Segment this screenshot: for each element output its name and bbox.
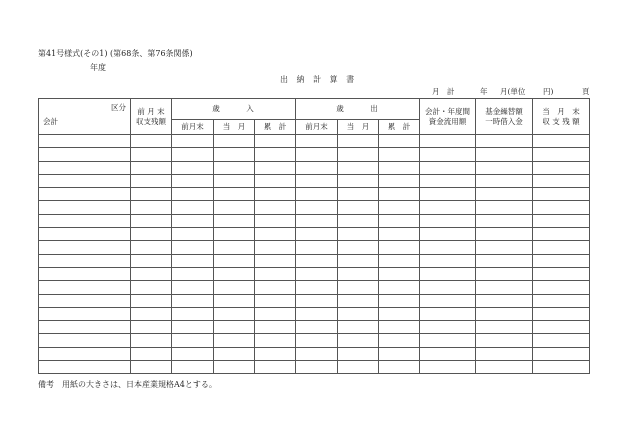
table-cell[interactable] bbox=[131, 347, 172, 360]
table-cell[interactable] bbox=[533, 321, 590, 334]
table-cell[interactable] bbox=[533, 161, 590, 174]
table-row bbox=[39, 281, 590, 294]
table-row bbox=[39, 321, 590, 334]
table-cell[interactable] bbox=[476, 241, 533, 254]
table-cell[interactable] bbox=[39, 214, 131, 227]
table-cell[interactable] bbox=[420, 281, 476, 294]
table-cell[interactable] bbox=[476, 148, 533, 161]
table-cell[interactable] bbox=[214, 281, 255, 294]
table-cell[interactable] bbox=[533, 267, 590, 280]
table-cell[interactable] bbox=[172, 135, 214, 148]
table-cell[interactable] bbox=[131, 135, 172, 148]
table-cell[interactable] bbox=[338, 188, 379, 201]
table-cell[interactable] bbox=[131, 267, 172, 280]
table-cell[interactable] bbox=[338, 334, 379, 347]
table-cell[interactable] bbox=[214, 267, 255, 280]
table-cell[interactable] bbox=[379, 254, 420, 267]
table-cell[interactable] bbox=[131, 214, 172, 227]
table-cell[interactable] bbox=[379, 347, 420, 360]
table-cell[interactable] bbox=[379, 321, 420, 334]
table-cell[interactable] bbox=[214, 174, 255, 187]
table-cell[interactable] bbox=[131, 321, 172, 334]
table-cell[interactable] bbox=[296, 161, 338, 174]
table-row bbox=[39, 214, 590, 227]
table-cell[interactable] bbox=[379, 148, 420, 161]
table-cell[interactable] bbox=[296, 214, 338, 227]
table-cell[interactable] bbox=[338, 174, 379, 187]
table-cell[interactable] bbox=[131, 228, 172, 241]
table-cell[interactable] bbox=[39, 307, 131, 320]
table-cell[interactable] bbox=[420, 321, 476, 334]
table-cell[interactable] bbox=[39, 294, 131, 307]
table-cell[interactable] bbox=[296, 321, 338, 334]
table-cell[interactable] bbox=[296, 254, 338, 267]
table-row bbox=[39, 307, 590, 320]
table-cell[interactable] bbox=[420, 174, 476, 187]
table-cell[interactable] bbox=[420, 148, 476, 161]
table-row bbox=[39, 294, 590, 307]
table-cell[interactable] bbox=[476, 161, 533, 174]
table-cell[interactable] bbox=[214, 294, 255, 307]
table-cell[interactable] bbox=[338, 347, 379, 360]
table-cell[interactable] bbox=[533, 361, 590, 374]
table-cell[interactable] bbox=[476, 174, 533, 187]
table-cell[interactable] bbox=[214, 334, 255, 347]
table-cell[interactable] bbox=[379, 361, 420, 374]
table-cell[interactable] bbox=[533, 254, 590, 267]
unit-label: 月(単位 bbox=[500, 87, 526, 96]
table-cell[interactable] bbox=[379, 174, 420, 187]
table-cell[interactable] bbox=[172, 148, 214, 161]
table-cell[interactable] bbox=[255, 161, 296, 174]
table-cell[interactable] bbox=[379, 214, 420, 227]
table-cell[interactable] bbox=[296, 294, 338, 307]
fund-use-header: 会計・年度間 資金流用額 bbox=[420, 99, 476, 135]
table-row bbox=[39, 201, 590, 214]
table-cell[interactable] bbox=[338, 321, 379, 334]
table-cell[interactable] bbox=[131, 254, 172, 267]
table-cell[interactable] bbox=[533, 201, 590, 214]
table-cell[interactable] bbox=[379, 294, 420, 307]
table-cell[interactable] bbox=[533, 214, 590, 227]
expense-current-header: 当 月 bbox=[338, 120, 379, 135]
table-row bbox=[39, 161, 590, 174]
table-cell[interactable] bbox=[379, 281, 420, 294]
table-cell[interactable] bbox=[39, 267, 131, 280]
table-cell[interactable] bbox=[338, 135, 379, 148]
table-cell[interactable] bbox=[379, 241, 420, 254]
table-cell[interactable] bbox=[172, 254, 214, 267]
table-cell[interactable] bbox=[255, 307, 296, 320]
table-cell[interactable] bbox=[296, 281, 338, 294]
table-cell[interactable] bbox=[379, 228, 420, 241]
table-cell[interactable] bbox=[379, 307, 420, 320]
table-cell[interactable] bbox=[131, 201, 172, 214]
table-row bbox=[39, 267, 590, 280]
table-cell[interactable] bbox=[255, 321, 296, 334]
table-cell[interactable] bbox=[131, 307, 172, 320]
table-row bbox=[39, 347, 590, 360]
table-cell[interactable] bbox=[420, 267, 476, 280]
table-cell[interactable] bbox=[255, 188, 296, 201]
table-cell[interactable] bbox=[476, 267, 533, 280]
table-cell[interactable] bbox=[420, 347, 476, 360]
table-cell[interactable] bbox=[214, 347, 255, 360]
table-cell[interactable] bbox=[533, 334, 590, 347]
table-cell[interactable] bbox=[131, 148, 172, 161]
table-cell[interactable] bbox=[338, 228, 379, 241]
table-cell[interactable] bbox=[131, 361, 172, 374]
row-header-top: 区分 bbox=[111, 103, 126, 112]
table-cell[interactable] bbox=[476, 201, 533, 214]
prev-balance-header: 前 月 末 収支残額 bbox=[131, 99, 172, 135]
table-cell[interactable] bbox=[131, 281, 172, 294]
table-cell[interactable] bbox=[39, 254, 131, 267]
table-cell[interactable] bbox=[172, 361, 214, 374]
table-cell[interactable] bbox=[533, 174, 590, 187]
table-cell[interactable] bbox=[131, 241, 172, 254]
table-cell[interactable] bbox=[214, 307, 255, 320]
table-cell[interactable] bbox=[533, 294, 590, 307]
table-cell[interactable] bbox=[39, 281, 131, 294]
yen-label: 円) bbox=[543, 87, 554, 96]
table-cell[interactable] bbox=[214, 361, 255, 374]
table-cell[interactable] bbox=[476, 321, 533, 334]
table-cell[interactable] bbox=[420, 254, 476, 267]
table-cell[interactable] bbox=[296, 148, 338, 161]
table-cell[interactable] bbox=[420, 294, 476, 307]
expense-header: 歳 出 bbox=[296, 99, 420, 120]
table-cell[interactable] bbox=[172, 241, 214, 254]
table-row bbox=[39, 188, 590, 201]
table-cell[interactable] bbox=[296, 361, 338, 374]
table-cell[interactable] bbox=[338, 307, 379, 320]
table-cell[interactable] bbox=[476, 188, 533, 201]
table-cell[interactable] bbox=[533, 281, 590, 294]
table-row bbox=[39, 334, 590, 347]
table-cell[interactable] bbox=[255, 228, 296, 241]
table-cell[interactable] bbox=[476, 214, 533, 227]
table-cell[interactable] bbox=[131, 334, 172, 347]
table-cell[interactable] bbox=[338, 254, 379, 267]
table-cell[interactable] bbox=[476, 281, 533, 294]
table-cell[interactable] bbox=[338, 267, 379, 280]
table-cell[interactable] bbox=[379, 135, 420, 148]
table-cell[interactable] bbox=[338, 161, 379, 174]
table-cell[interactable] bbox=[214, 135, 255, 148]
table-cell[interactable] bbox=[476, 254, 533, 267]
table-cell[interactable] bbox=[420, 135, 476, 148]
table-cell[interactable] bbox=[420, 188, 476, 201]
table-cell[interactable] bbox=[39, 135, 131, 148]
table-cell[interactable] bbox=[420, 228, 476, 241]
table-cell[interactable] bbox=[255, 347, 296, 360]
table-cell[interactable] bbox=[533, 241, 590, 254]
table-row bbox=[39, 241, 590, 254]
table-cell[interactable] bbox=[533, 135, 590, 148]
table-cell[interactable] bbox=[255, 174, 296, 187]
table-cell[interactable] bbox=[296, 135, 338, 148]
row-header-bottom: 会計 bbox=[43, 117, 58, 126]
table-cell[interactable] bbox=[39, 174, 131, 187]
table-cell[interactable] bbox=[255, 148, 296, 161]
ledger-body bbox=[39, 135, 590, 374]
document-title: 出 納 計 算 書 bbox=[280, 75, 358, 84]
table-cell[interactable] bbox=[420, 361, 476, 374]
table-cell[interactable] bbox=[255, 214, 296, 227]
table-cell[interactable] bbox=[338, 148, 379, 161]
table-cell[interactable] bbox=[39, 188, 131, 201]
table-cell[interactable] bbox=[214, 228, 255, 241]
expense-total-header: 累 計 bbox=[379, 120, 420, 135]
table-row bbox=[39, 174, 590, 187]
table-row bbox=[39, 228, 590, 241]
income-prev-header: 前月末 bbox=[172, 120, 214, 135]
table-cell[interactable] bbox=[39, 201, 131, 214]
table-cell[interactable] bbox=[214, 321, 255, 334]
month-balance-header: 当 月 末 収 支 残 額 bbox=[533, 99, 590, 135]
month-calc-label: 月 計 bbox=[432, 87, 455, 96]
table-cell[interactable] bbox=[533, 148, 590, 161]
table-cell[interactable] bbox=[296, 174, 338, 187]
table-cell[interactable] bbox=[39, 361, 131, 374]
table-cell[interactable] bbox=[172, 188, 214, 201]
expense-prev-header: 前月末 bbox=[296, 120, 338, 135]
table-cell[interactable] bbox=[420, 334, 476, 347]
table-cell[interactable] bbox=[172, 307, 214, 320]
table-cell[interactable] bbox=[172, 174, 214, 187]
table-cell[interactable] bbox=[338, 201, 379, 214]
table-cell[interactable] bbox=[296, 228, 338, 241]
table-cell[interactable] bbox=[296, 241, 338, 254]
fiscal-year-label: 年度 bbox=[90, 63, 106, 72]
table-row bbox=[39, 148, 590, 161]
table-cell[interactable] bbox=[172, 267, 214, 280]
table-cell[interactable] bbox=[476, 228, 533, 241]
table-cell[interactable] bbox=[214, 241, 255, 254]
table-cell[interactable] bbox=[476, 135, 533, 148]
ledger-table bbox=[38, 98, 590, 374]
table-cell[interactable] bbox=[296, 267, 338, 280]
table-cell[interactable] bbox=[379, 267, 420, 280]
income-total-header: 累 計 bbox=[255, 120, 296, 135]
year-label: 年 bbox=[480, 87, 488, 96]
table-cell[interactable] bbox=[255, 267, 296, 280]
row-header-cell bbox=[39, 99, 131, 135]
footer-note: 備考 用紙の大きさは、日本産業規格A4とする。 bbox=[38, 380, 217, 389]
table-row bbox=[39, 361, 590, 374]
table-cell[interactable] bbox=[172, 294, 214, 307]
fund-transfer-header: 基金繰替額 一時借入金 bbox=[476, 99, 533, 135]
table-cell[interactable] bbox=[39, 228, 131, 241]
table-cell[interactable] bbox=[338, 281, 379, 294]
table-cell[interactable] bbox=[379, 188, 420, 201]
table-cell[interactable] bbox=[296, 307, 338, 320]
table-cell[interactable] bbox=[214, 148, 255, 161]
income-header: 歳 入 bbox=[172, 99, 296, 120]
table-cell[interactable] bbox=[255, 241, 296, 254]
table-cell[interactable] bbox=[338, 361, 379, 374]
table-cell[interactable] bbox=[172, 347, 214, 360]
table-cell[interactable] bbox=[476, 307, 533, 320]
table-cell[interactable] bbox=[214, 161, 255, 174]
table-cell[interactable] bbox=[172, 161, 214, 174]
table-cell[interactable] bbox=[420, 201, 476, 214]
table-cell[interactable] bbox=[131, 294, 172, 307]
table-cell[interactable] bbox=[420, 161, 476, 174]
table-cell[interactable] bbox=[39, 241, 131, 254]
income-current-header: 当 月 bbox=[214, 120, 255, 135]
table-cell[interactable] bbox=[131, 188, 172, 201]
table-row bbox=[39, 135, 590, 148]
table-cell[interactable] bbox=[255, 361, 296, 374]
table-cell[interactable] bbox=[420, 214, 476, 227]
table-cell[interactable] bbox=[476, 294, 533, 307]
table-cell[interactable] bbox=[172, 201, 214, 214]
table-cell[interactable] bbox=[379, 161, 420, 174]
table-cell[interactable] bbox=[214, 214, 255, 227]
table-cell[interactable] bbox=[39, 347, 131, 360]
table-cell[interactable] bbox=[533, 188, 590, 201]
table-cell[interactable] bbox=[172, 321, 214, 334]
table-cell[interactable] bbox=[296, 334, 338, 347]
table-cell[interactable] bbox=[533, 228, 590, 241]
table-cell[interactable] bbox=[131, 161, 172, 174]
table-cell[interactable] bbox=[476, 347, 533, 360]
table-cell[interactable] bbox=[533, 347, 590, 360]
table-cell[interactable] bbox=[420, 307, 476, 320]
table-cell[interactable] bbox=[255, 135, 296, 148]
table-cell[interactable] bbox=[255, 254, 296, 267]
table-cell[interactable] bbox=[296, 347, 338, 360]
table-cell[interactable] bbox=[255, 294, 296, 307]
table-cell[interactable] bbox=[172, 228, 214, 241]
table-cell[interactable] bbox=[39, 148, 131, 161]
table-cell[interactable] bbox=[255, 334, 296, 347]
table-cell[interactable] bbox=[214, 201, 255, 214]
table-cell[interactable] bbox=[338, 294, 379, 307]
table-cell[interactable] bbox=[214, 254, 255, 267]
table-cell[interactable] bbox=[39, 321, 131, 334]
page-label: 頁 bbox=[582, 87, 590, 96]
table-cell[interactable] bbox=[379, 201, 420, 214]
table-cell[interactable] bbox=[172, 214, 214, 227]
table-cell[interactable] bbox=[131, 174, 172, 187]
table-cell[interactable] bbox=[420, 241, 476, 254]
table-row bbox=[39, 254, 590, 267]
table-cell[interactable] bbox=[296, 188, 338, 201]
form-number: 第41号様式(その1) (第68条、第76条関係) bbox=[38, 49, 193, 58]
table-cell[interactable] bbox=[296, 201, 338, 214]
table-cell[interactable] bbox=[172, 281, 214, 294]
table-cell[interactable] bbox=[379, 334, 420, 347]
table-cell[interactable] bbox=[214, 188, 255, 201]
table-cell[interactable] bbox=[338, 241, 379, 254]
table-cell[interactable] bbox=[476, 334, 533, 347]
table-cell[interactable] bbox=[39, 161, 131, 174]
table-cell[interactable] bbox=[172, 334, 214, 347]
table-cell[interactable] bbox=[39, 334, 131, 347]
table-cell[interactable] bbox=[255, 201, 296, 214]
table-cell[interactable] bbox=[533, 307, 590, 320]
table-cell[interactable] bbox=[476, 361, 533, 374]
table-cell[interactable] bbox=[338, 214, 379, 227]
table-cell[interactable] bbox=[255, 281, 296, 294]
